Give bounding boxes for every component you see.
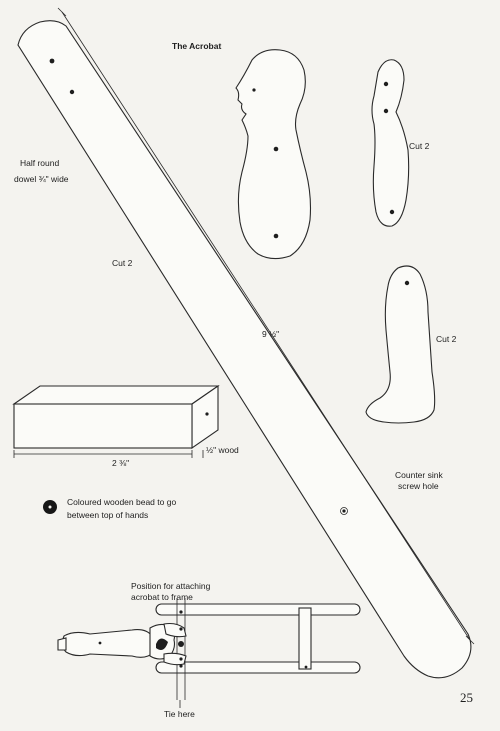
strip-hole-top — [50, 59, 55, 64]
assembly-acrobat-figure — [58, 610, 186, 667]
label-position-line1: Position for attaching — [131, 581, 211, 591]
label-tie-here: Tie here — [164, 709, 195, 719]
acrobat-body-pattern — [236, 50, 311, 259]
label-block-wood: ½" wood — [206, 445, 239, 455]
label-bead-line2: between top of hands — [67, 510, 149, 520]
label-half-round: Half round — [20, 158, 60, 168]
leg-hole — [405, 281, 409, 285]
label-position-line2: acrobat to frame — [131, 592, 193, 602]
label-length: 9 ½" — [262, 329, 280, 339]
label-screw-hole: screw hole — [398, 481, 439, 491]
acrobat-eye — [252, 88, 255, 91]
assembly-frame — [156, 598, 360, 708]
label-counter-sink: Counter sink — [395, 470, 443, 480]
page-number: 25 — [460, 690, 473, 705]
label-cut2-leg: Cut 2 — [436, 334, 457, 344]
arm-pattern — [372, 60, 409, 226]
arm-hole-bottom — [390, 210, 394, 214]
label-cut2-arm: Cut 2 — [409, 141, 430, 151]
page-title: The Acrobat — [172, 41, 222, 51]
strip-hole-second — [70, 90, 74, 94]
leg-pattern — [366, 266, 435, 423]
acrobat-hole-bottom — [274, 234, 279, 239]
acrobat-hole-middle — [274, 147, 279, 152]
label-dowel-wide: dowel ¾" wide — [14, 174, 69, 184]
bead-icon — [43, 500, 57, 514]
assembly-bead — [178, 641, 184, 647]
label-bead-line1: Coloured wooden bead to go — [67, 497, 177, 507]
arm-hole-middle — [384, 109, 388, 113]
arm-hole-top — [384, 82, 388, 86]
wood-block — [14, 386, 218, 458]
label-block-width: 2 ⅜" — [112, 458, 130, 468]
block-hole — [205, 412, 208, 415]
label-cut2-strip: Cut 2 — [112, 258, 133, 268]
